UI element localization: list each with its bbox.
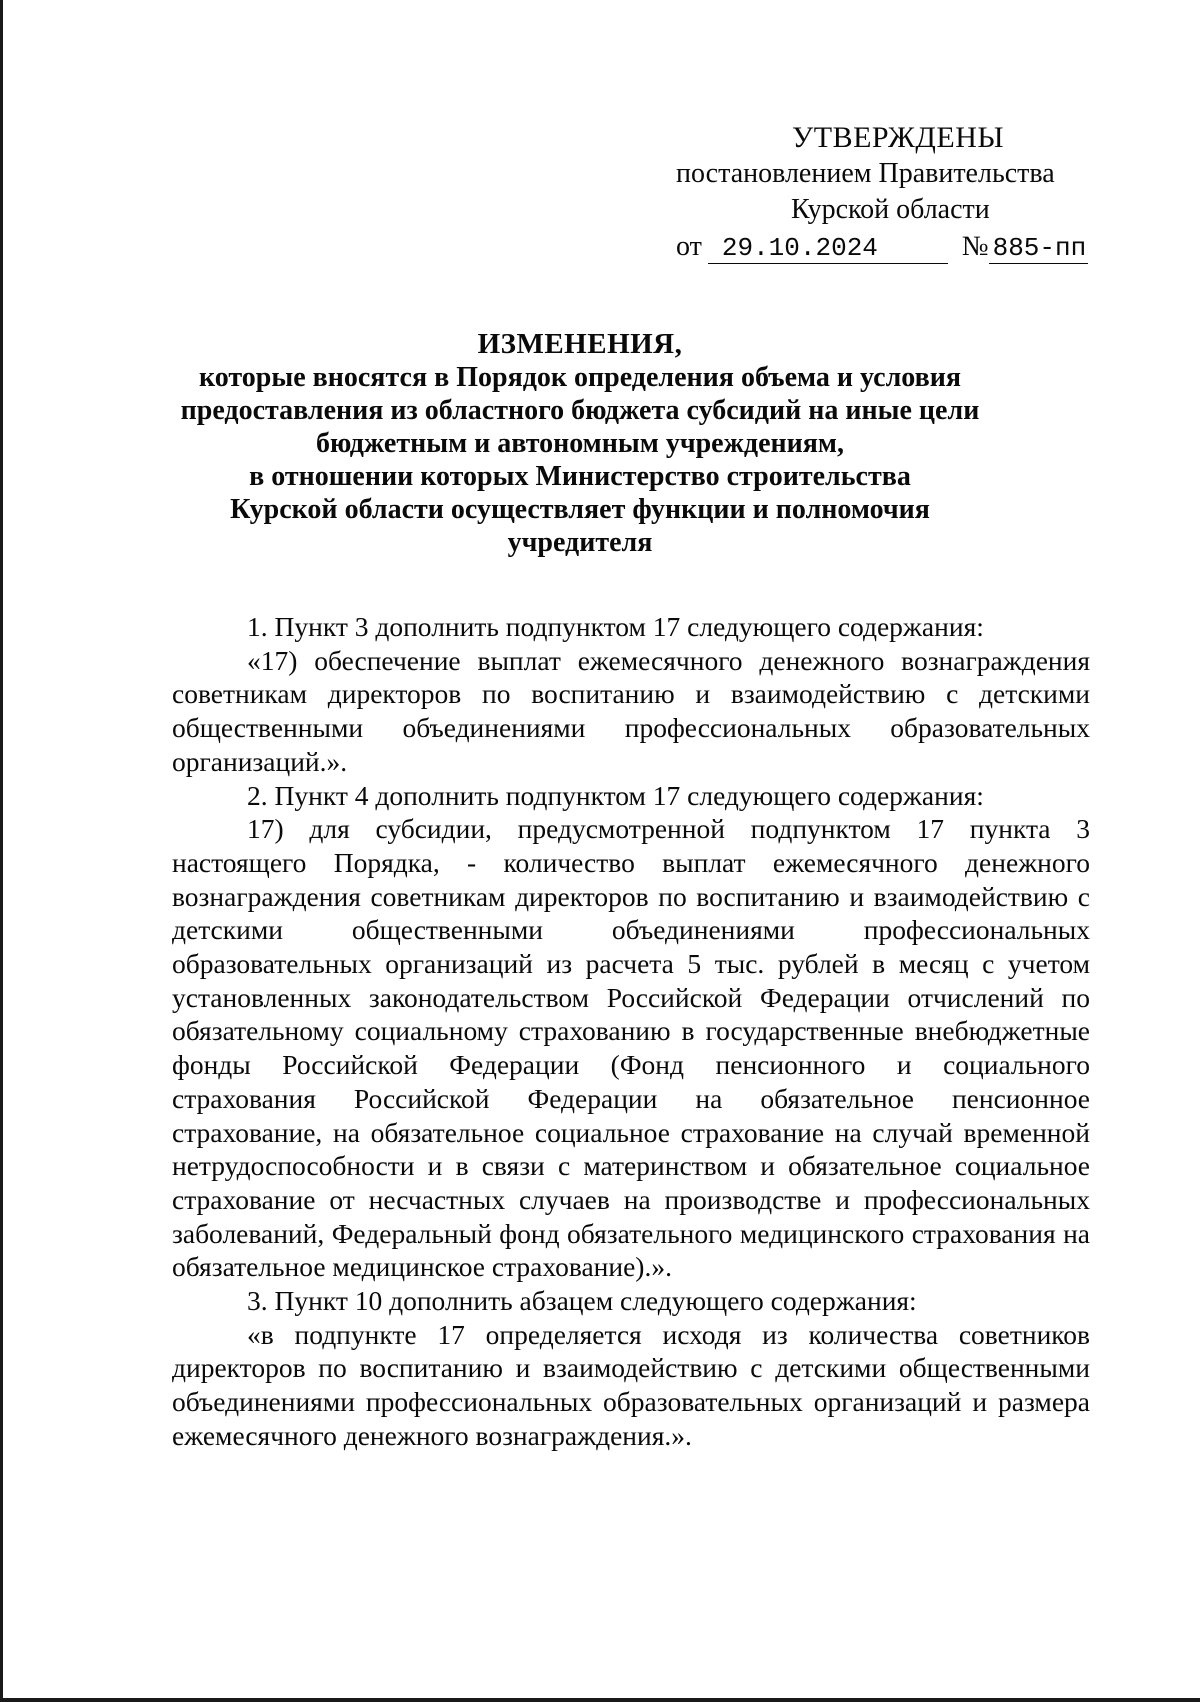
paragraph-item-3: 3. Пункт 10 дополнить абзацем следующего содержания: bbox=[247, 1285, 917, 1317]
heading-line: бюджетным и автономным учреждениям, bbox=[316, 428, 844, 459]
heading-line: предоставления из областного бюджета субсидий на иные цели bbox=[180, 395, 980, 426]
paragraph-item-1: 1. Пункт 3 дополнить подпунктом 17 следующего содержания: bbox=[247, 611, 984, 642]
heading-line: Курской области осуществляет функции и полномочия bbox=[230, 494, 930, 525]
paragraph-item-2: 2. Пункт 4 дополнить подпунктом 17 следующего содержания: bbox=[247, 779, 984, 811]
number-prefix: № bbox=[961, 231, 989, 262]
heading-line: которые вносятся в Порядок определения объема и условия bbox=[198, 362, 961, 393]
paragraph-quote-1: «17) обеспечение выплат ежемесячного денежного вознаграждения советникам директоров по воспитанию и взаимодействию с детскими общественными объединениями профессиональных образовательных организаций.». bbox=[172, 644, 1090, 777]
document-body bbox=[172, 610, 1090, 1453]
date-prefix: от bbox=[676, 231, 702, 262]
approval-title: УТВЕРЖДЕНЫ bbox=[792, 121, 1005, 154]
approval-line-2: Курской области bbox=[791, 194, 990, 225]
paragraph-quote-3: «в подпункте 17 определяется исходя из количества советников директоров по воспитанию и взаимодействию с детскими общественными объединениями профессиональных образовательных организаций и размера ежемесячного денежного вознаграждения.». bbox=[172, 1318, 1090, 1451]
scan-left-edge bbox=[0, 0, 3, 1702]
heading-line: учредителя bbox=[507, 527, 653, 558]
approval-date-number-line bbox=[676, 229, 1088, 265]
paragraph-quote-2: 17) для субсидии, предусмотренной подпунктом 17 пункта 3 настоящего Порядка, - количество выплат ежемесячного денежного вознаграждения советникам директоров по воспитанию и взаимодействию с детскими общественными объединениями профессиональных образовательных организаций из расчета 5 тыс. рублей в месяц с учетом установленных законодательством Российской Федерации отчислений по обязательному социальному страхованию в государственные внебюджетные фонды Российской Федерации (Фонд пенсионного и социального страхования Российской Федерации на обязательное пенсионное страхование, на обязательное социальное страхование на случай временной нетрудоспособности и в связи с материнством и обязательное социальное страхование от несчастных случаев на производстве и профессиональных заболеваний, Федеральный фонд обязательного медицинского страхования на обязательное медицинское страхование).». bbox=[172, 813, 1090, 1283]
decree-number: 885-пп bbox=[989, 233, 1089, 264]
heading-line: в отношении которых Министерство строительства bbox=[249, 461, 911, 492]
document-heading bbox=[180, 328, 980, 559]
scan-bottom-edge bbox=[0, 1698, 1200, 1702]
approval-line-1: постановлением Правительства bbox=[676, 158, 1055, 189]
decree-date: 29.10.2024 bbox=[708, 233, 948, 264]
heading-main: ИЗМЕНЕНИЯ, bbox=[477, 328, 683, 360]
